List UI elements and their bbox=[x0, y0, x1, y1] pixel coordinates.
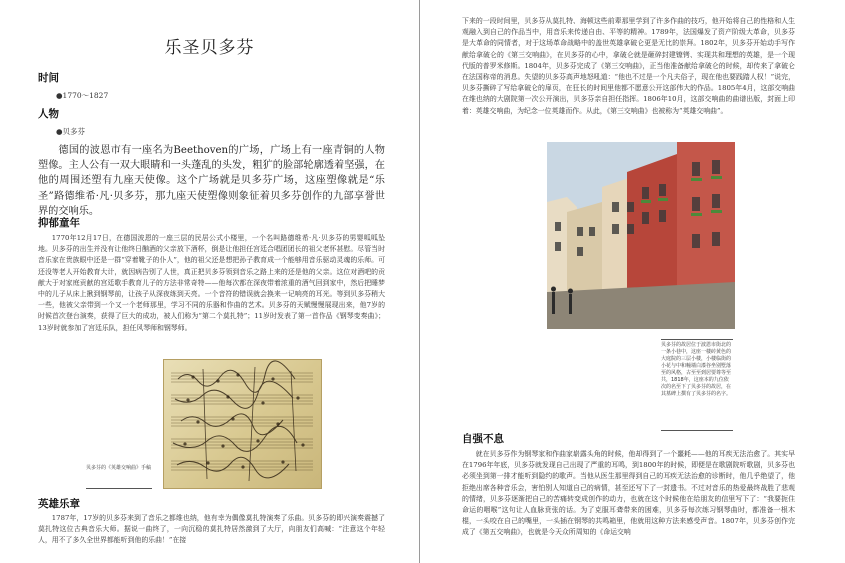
street-photo bbox=[547, 142, 735, 329]
score-caption: 贝多芬的《英雄交响曲》手稿 bbox=[86, 465, 152, 471]
time-heading: 时间 bbox=[38, 72, 59, 84]
childhood-heading: 抑郁童年 bbox=[38, 217, 80, 229]
manuscript-image bbox=[163, 359, 322, 489]
street-photo-drawing bbox=[547, 142, 735, 329]
strong-paragraph: 就在贝多芬作为钢琴家和作曲家崭露头角的时候，他却得到了一个噩耗——他的耳疾无法治愈了。其实早在1796年年底，贝多芬就发现自己出现了严重的耳鸣，到1800年的时候，即便是在歌剧院听歌剧，贝多芬也必须坐到第一排才能听到隐约的歌声。当他从医生那里得到自己的耳疾无法治愈的诊断时，他几乎绝望了，他拒绝出席各种音乐会，害怕别人知道自己的病情，甚至还写下了一封遗书。不过对音乐的热爱最终战胜了悲观的情绪，贝多芬逐渐把自己的苦痛转变成创作的动力，也就在这个时候他在给朋友的信里写下了：“我要扼住命运的咽喉”这句让人血脉贲张的话。为了克服耳聋带来的困难，贝多芬每次练习钢琴曲时，都准备一根木棍，一头咬在自己的嘴里，一头插在钢琴的共鸣箱里，他就用这种方法来感受声音。1807年，贝多芬创作完成了《第五交响曲》，也就是今天众所周知的《命运交响 bbox=[462, 450, 795, 537]
caption-bottom-rule bbox=[661, 430, 733, 431]
photo-caption: 贝多芬的故居位于波恩市街北的一条小巷中，这座一楼砖黄色的大庭院的三层小楼，小楼临街的小花与中和幢墙白漆谷坐别墅落至的风格，古至至到居要尊等至共，1818年，这座本的九位依次的名至下了贝多芬的故居，在其墓碑上撰有了贝多芬的名字。 bbox=[661, 342, 732, 397]
childhood-paragraph: 1770年12月17日，在德国波恩的一座三层的民居公式小楼里，一个名叫路德维希·凡·贝多芬的男婴呱呱坠地。贝多芬的出生并没有让他终日酗酒的父亲放下酒杯，倒是让他担任宫廷合唱团团长的祖父老怀甚慰。尽管当时音乐家在贵族眼中还是一群“穿着靴子的仆人”，他的祖父还是想把孙子教育成一个能够用音乐驱动灵魂的乐师。可还没等老人开始教育大计，就因病告别了人世，真正把贝多芬领到音乐之路上来的还是他的父亲。这位对酒吧的贡献大于对家庭贡献的宫廷歌手教育儿子的方法非常奇特——他每次都在深夜带着浓重的酒气回到家中，然后把睡梦中的儿子从床上揪到钢琴前，让孩子从深夜练到天亮。一个音符的错误就会换来一记响亮的耳光。等到贝多芬稍大一些，他被父亲带到一个又一个老师那里，学习不同的乐器和作曲的艺术。贝多芬的天赋慢慢展现出来，他7岁的时候首次登台演奏，获得了巨大的成功，被人们称为“第二个莫扎特”；11岁时发表了第一首作品《钢琴变奏曲》；13岁时就参加了宫廷乐队，担任风琴师和钢琴师。 bbox=[38, 234, 385, 332]
caption-top-rule bbox=[661, 339, 733, 340]
page-title: 乐圣贝多芬 bbox=[164, 38, 255, 58]
person-value: ●贝多芬 bbox=[56, 127, 86, 136]
hero-paragraph: 1787年，17岁的贝多芬来到了音乐之都维也纳，他有幸为偶像莫扎特演奏了乐曲。贝多芬的即兴演奏震撼了莫扎特这位古典音乐大师。据说一曲终了，一向沉稳的莫扎特居然激到了大厅，向朋友们高喊：“注意这个年轻人，用不了多久全世界都能听到他的乐曲！”在接 bbox=[38, 514, 385, 545]
person-heading: 人物 bbox=[38, 108, 59, 120]
time-value: ●1770～1827 bbox=[56, 91, 109, 100]
manuscript-drawing bbox=[163, 359, 322, 489]
continuation-paragraph: 下来的一段时间里，贝多芬从莫扎特、海顿这些前辈那里学到了许多作曲的技巧，他开始将自己的性格和人生观融入到自己的作品当中，用音乐来传递自由、平等的精神。1789年，法国爆发了资产阶级大革命，贝多芬是大革命的同情者，对于这场革命战略中的盖世英雄拿破仑更是无比的崇拜。1802年，贝多芬开始动手写作献给拿破仑的《第三交响曲》，在贝多芬的心中，拿破仑就是砸碎封建镣铐、实现共和理想的英雄，是一个现代版的普罗米修斯。1804年，贝多芬完成了《第三交响曲》，正当他准备献给拿破仑的时候，却传来了拿破仑在法国称帝的消息。失望的贝多芬高声地怒吼道：“他也不过是一个凡夫俗子，现在他也要践踏人权！”说完，贝多芬撕碎了写给拿破仑的扉页，在狂长的时间里他都不愿意公开这部伟大的作品。1805年4月，这部交响曲在维也纳的大剧院第一次公开演出，贝多芬亲自担任指挥。1806年10月，这部交响曲的曲谱出版，封面上印着：英雄交响曲，为纪念一位英雄而作。从此，《第三交响曲》也被称为“英雄交响曲”。 bbox=[462, 17, 795, 115]
intro-paragraph: 德国的波恩市有一座名为Beethoven的广场，广场上有一座青铜的人物塑像。主人公有一双大眼睛和一头蓬乱的头发，粗犷的脸部轮廓透着坚强，在他的周围还塑有九座天使像。这个广场就是贝多芬广场，这座塑像就是“乐圣”路德维希·凡·贝多芬，那九座天使塑像则象征着贝多芬创作的九部享誉世界的交响乐。 bbox=[38, 145, 385, 217]
caption-divider bbox=[86, 488, 152, 489]
strong-heading: 自强不息 bbox=[462, 433, 504, 445]
hero-heading: 英雄乐章 bbox=[38, 498, 80, 510]
